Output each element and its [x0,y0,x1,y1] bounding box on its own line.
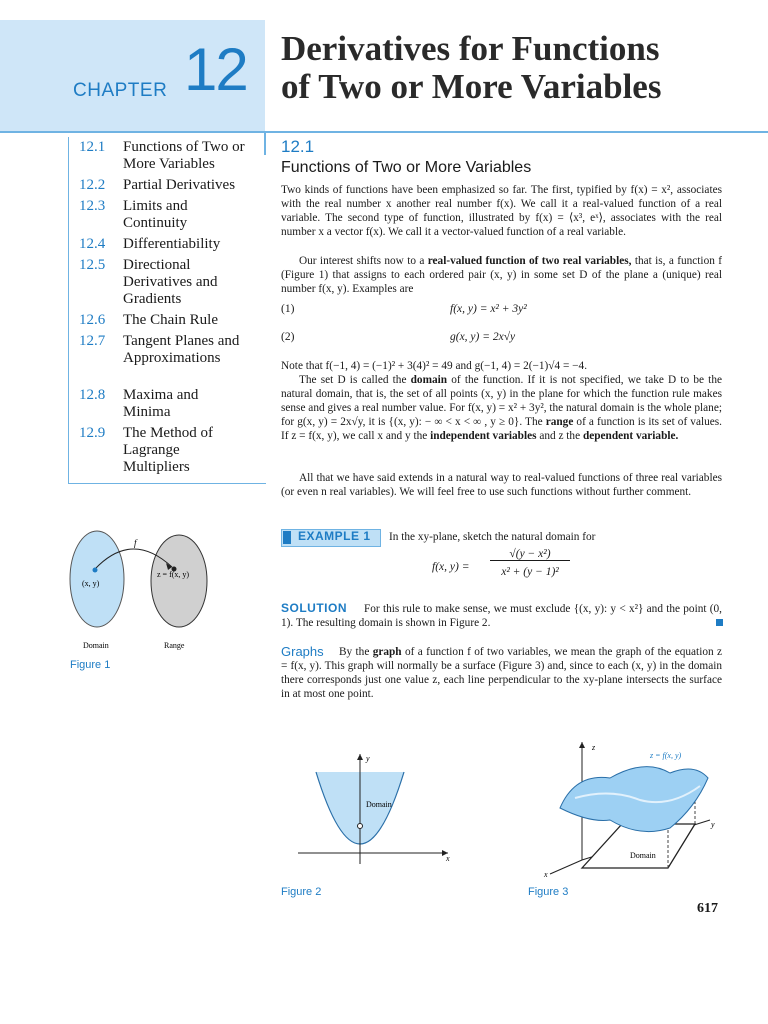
chapter-contents [68,137,266,484]
y-label: y [366,754,370,763]
graphs-heading: Graphs [281,644,324,659]
bold-term: domain [410,374,448,386]
example-label: EXAMPLE 1 [298,529,371,543]
chapter-title [281,30,751,106]
paragraph-domain [281,373,722,443]
paragraph-intro: Two kinds of functions have been emphasized so far. The first, typified by f(x) = x², associates with the real number x another real number f(x). We call it a real-valued function of a real variable. The second type of function, illustrated by f(x) = ⟨x³, eˣ⟩, associates with the real number x a vector f(x). We call it a vector-valued function of a real variable. [281,184,722,238]
bold-term: dependent variable. [582,430,679,442]
text-run: Our interest shifts now to a [299,255,428,267]
toc-title: Tangent Planes and Approximations [123,333,240,366]
equation-label: (1) [281,303,295,315]
toc-title: Partial Derivatives [123,177,236,193]
figure-3-diagram [530,738,730,878]
domain-label: Domain [83,641,109,650]
figure-2-caption: Figure 2 [281,886,322,898]
toc-title: Functions of Two or More Variables [123,139,245,172]
x-axis [550,860,582,874]
text-run: of a function is its set of values. If z = f(x, y), we call x and y the [281,416,722,442]
z-label: z [592,743,596,752]
example-lhs: f(x, y) = [432,561,470,573]
text-run: of the function. If it is not specified, we take D to be the natural domain, that is, the set of all points (x, y) in the plane for which the function rule makes sense and gives a real number value. For f(x, y) = x² + 3y², the natural domain is the whole plane; for g(x, y) = 2x√y, it is {(x, y): − ∞ < x < ∞ , y ≥ 0}. The [281,374,722,428]
toc-title: Maxima and Minima [123,387,199,420]
value-label: z = f(x, y) [157,570,190,579]
toc-number: 12.1 [79,139,106,155]
bold-term: graph [372,646,402,658]
range-set [151,535,207,627]
figure-1-caption: Figure 1 [70,659,111,671]
x-label: x [544,870,548,878]
text-run: and z the [536,430,583,442]
toc-number: 12.8 [79,387,106,403]
text-run: of a function f of two variables, we mean the graph of the equation z = f(x, y). This graph will normally be a surface (Figure 3) and, since to each (x, y) in the domain there corresponds just one value z, each line perpendicular to the xy-plane intersects the surface in at most one point. [281,646,722,700]
surface-label: z = f(x, y) [650,751,682,760]
f-label: f [134,538,137,548]
paragraph-three-variables: All that we have said extends in a natural way to real-valued functions of three real variables (or even n real variables). We will feel free to use such functions without further comment. [281,472,722,498]
toc-number: 12.2 [79,177,106,193]
section-title: Functions of Two or More Variables [281,159,532,176]
excluded-point [358,824,363,829]
bold-term: real-valued function of two real variables, [427,255,632,267]
chapter-number: 12 [184,36,247,103]
toc-number: 12.4 [79,236,106,252]
range-label: Range [164,641,185,650]
toc-title: The Chain Rule [123,312,218,328]
page-number: 617 [697,901,718,916]
domain-label: Domain [366,800,392,809]
toc-number: 12.5 [79,257,106,273]
chapter-title-line1: Derivatives for Functions [281,29,660,68]
z-axis-arrow-icon [579,742,585,748]
toc-number: 12.3 [79,198,106,214]
end-of-solution-mark [716,619,723,626]
x-label: x [446,854,450,863]
toc-number: 12.9 [79,425,106,441]
domain-label: Domain [630,851,656,860]
bold-term: range [545,416,574,428]
toc-number: 12.6 [79,312,106,328]
solution-label: SOLUTION [281,601,347,615]
example-numerator: √(y − x²) [490,548,570,561]
toc-title: The Method of Lagrange Multipliers [123,425,213,475]
chapter-title-line2: of Two or More Variables [281,67,662,106]
text-run: By the [339,646,373,658]
paragraph-graphs [281,645,722,701]
paragraph-note: Note that f(−1, 4) = (−1)² + 3(4)² = 49 and g(−1, 4) = 2(−1)√4 = −4. [281,360,588,372]
equation-label: (2) [281,331,295,343]
example-text: In the xy-plane, sketch the natural domain for [389,531,596,543]
y-axis-arrow-icon [357,754,363,760]
toc-number: 12.7 [79,333,106,349]
domain-point [93,568,98,573]
paragraph-real-valued [281,254,722,296]
equation-1: f(x, y) = x² + 3y² [450,303,527,315]
figure-1-diagram [62,525,222,655]
figure-2-diagram [298,748,458,864]
text-run: that is, a function f (Figure 1) that assigns to each ordered pair (x, y) in some set D of the plane a (unique) real number f(x, y). Examples are [281,255,722,295]
point-label: (x, y) [82,579,100,588]
text-run: The set D is called the [299,374,411,386]
bold-term: independent variables [430,430,537,442]
example-marker [283,531,291,544]
toc-title: Limits and Continuity [123,198,188,231]
solution-text: For this rule to make sense, we must exclude {(x, y): y < x²} and the point (0, 1). The resulting domain is shown in Figure 2. [281,603,722,629]
equation-2: g(x, y) = 2x√y [450,331,516,343]
figure-3-caption: Figure 3 [528,886,569,898]
chapter-label: CHAPTER [73,80,168,101]
header-rule [0,131,768,133]
section-number: 12.1 [281,137,315,156]
toc-title: Differentiability [123,236,221,252]
y-label: y [711,820,715,829]
toc-title: Directional Derivatives and Gradients [123,257,218,307]
example-denominator: x² + (y − 1)² [501,566,559,578]
